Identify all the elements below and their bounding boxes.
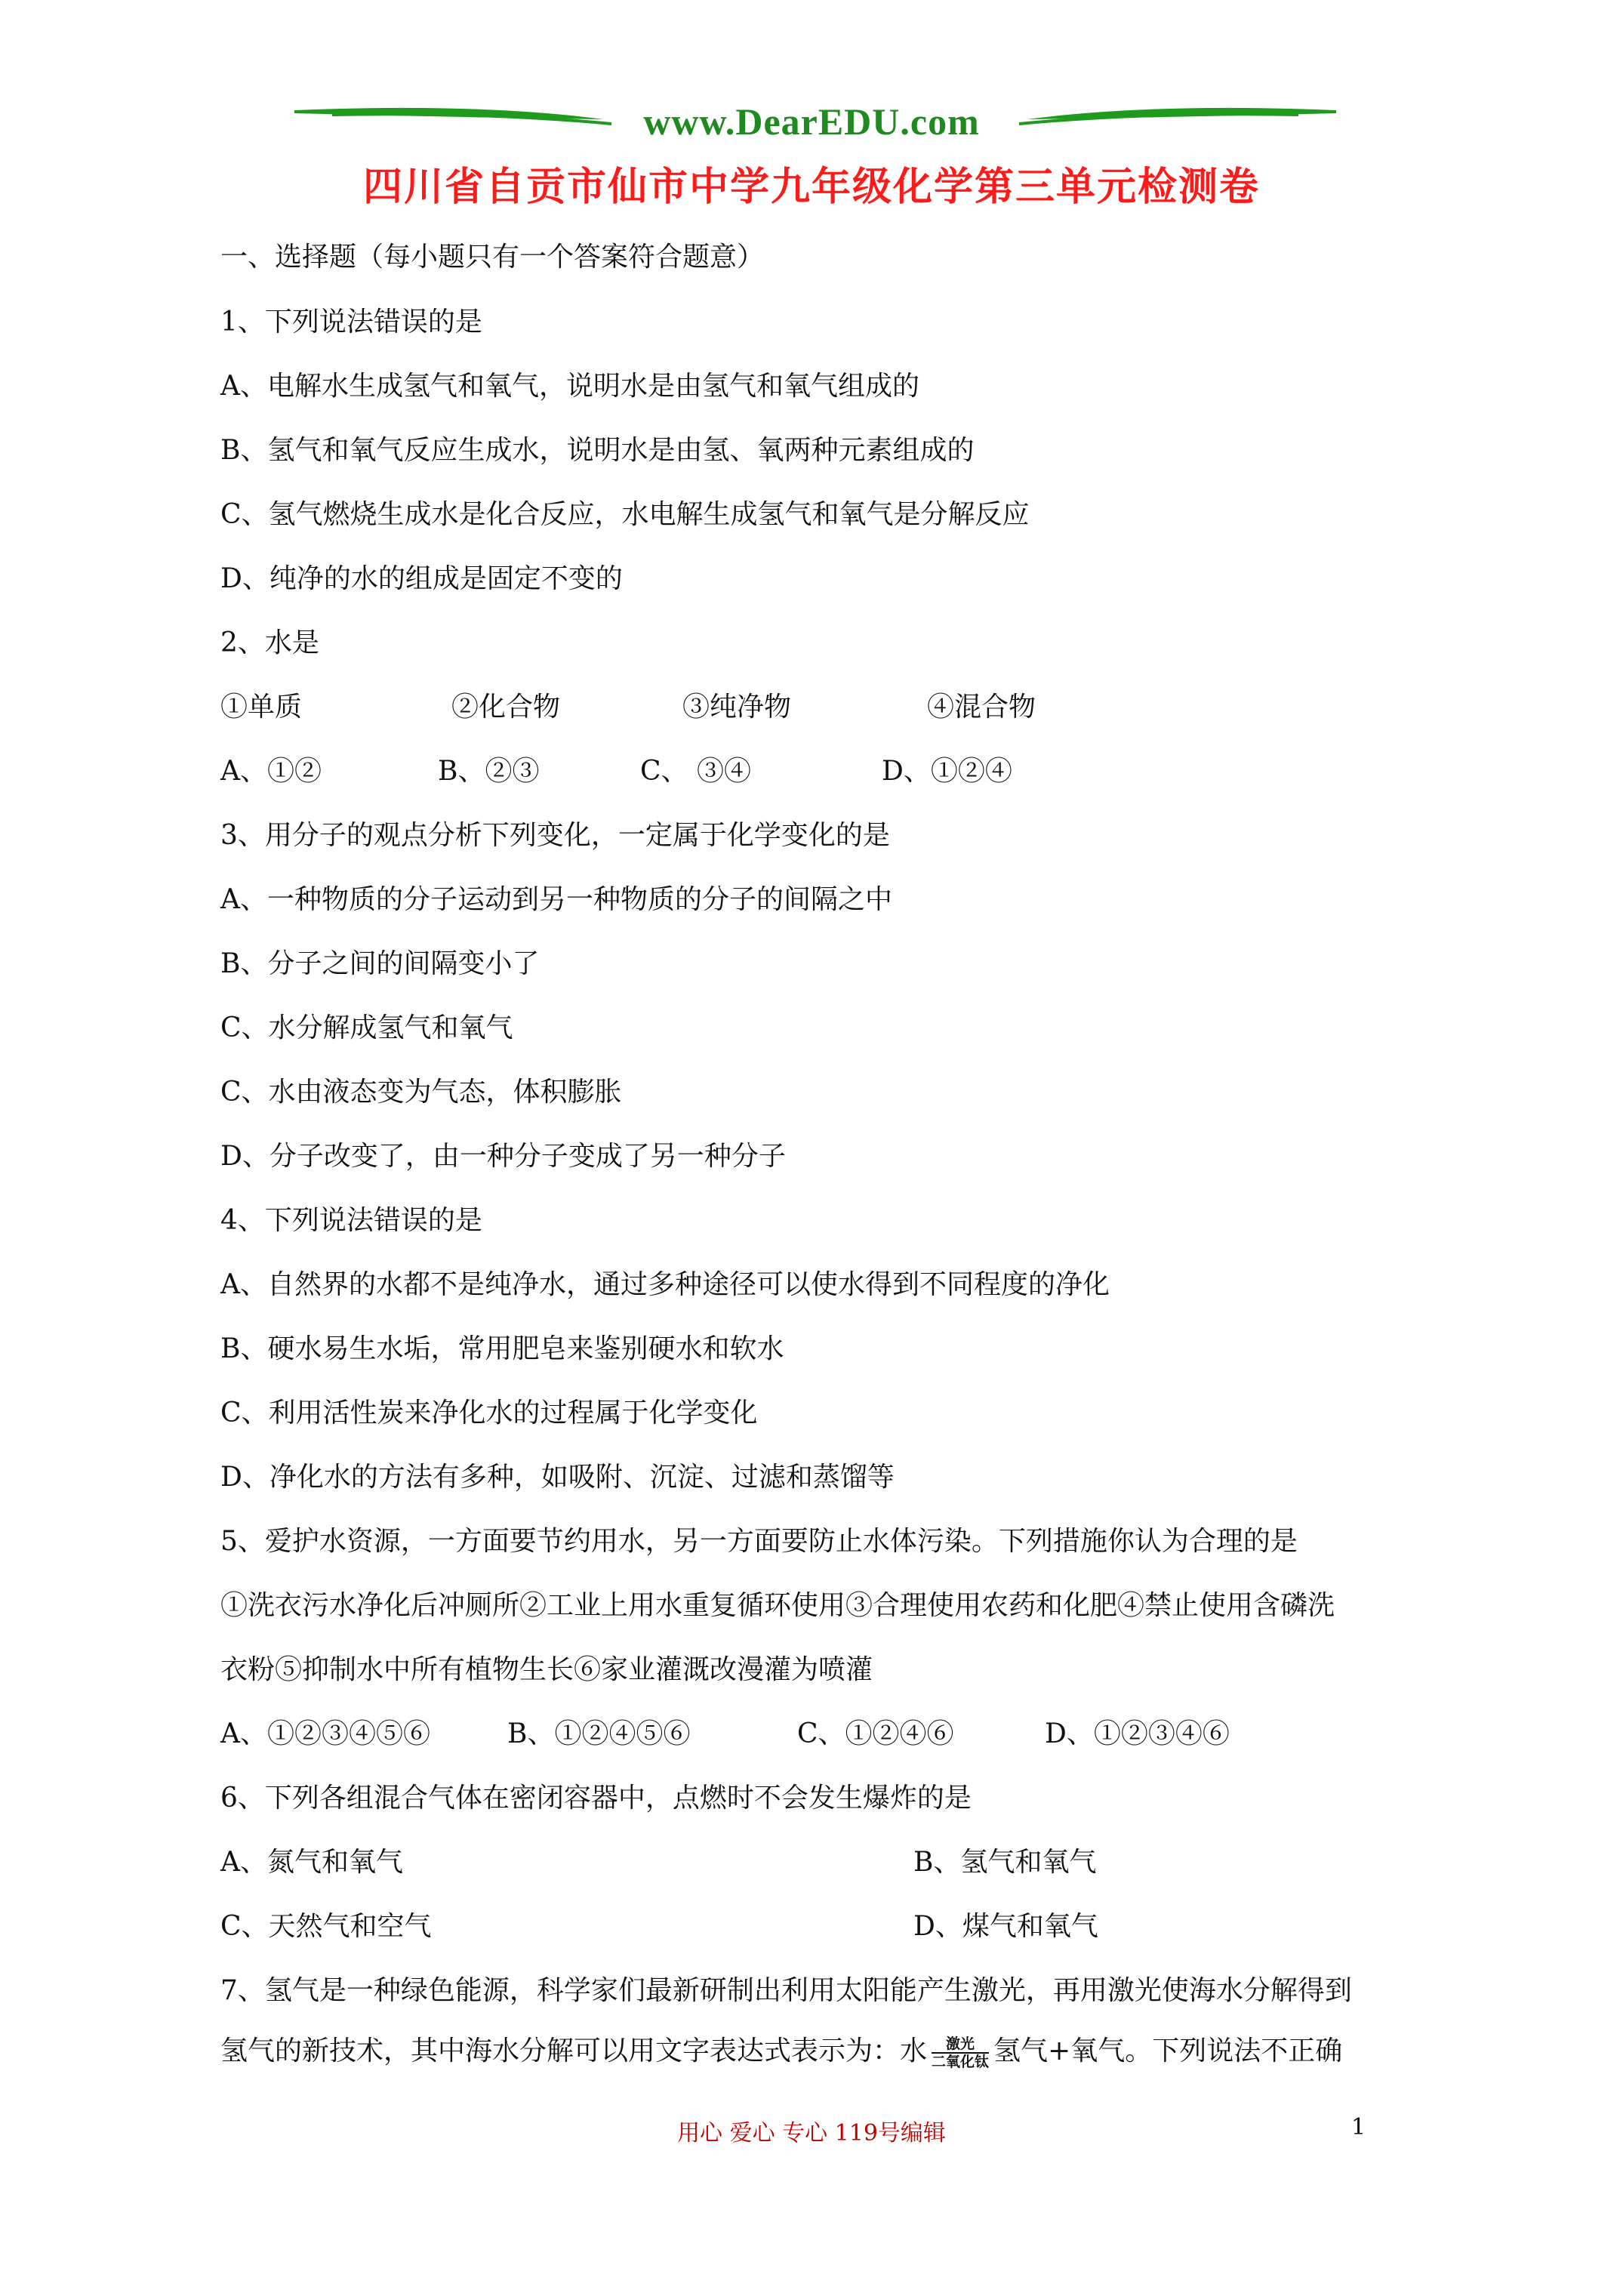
question-4-option-b: B、硬水易生水垢，常用肥皂来鉴别硬水和软水 (220, 1333, 784, 1364)
question-1-option-c: C、氢气燃烧生成水是化合反应，水电解生成氢气和氧气是分解反应 (220, 499, 1030, 530)
question-2-option-a: A、①② (220, 756, 322, 787)
question-5-option-a: A、①②③④⑤⑥ (220, 1718, 430, 1749)
question-7-text-after: 氢气+氧气。下列说法不正确 (993, 2036, 1343, 2066)
question-2-item: ①单质 (220, 692, 303, 723)
question-3-option-a: A、一种物质的分子运动到另一种物质的分子的间隔之中 (220, 884, 892, 915)
question-5-stem: 5、爱护水资源，一方面要节约用水，另一方面要防止水体污染。下列措施你认为合理的是 (220, 1526, 1298, 1557)
question-4-option-d: D、净化水的方法有多种，如吸附、沉淀、过滤和蒸馏等 (220, 1462, 895, 1493)
page-number: 1 (1351, 2114, 1366, 2140)
question-2-option-d: D、①②④ (882, 756, 1012, 787)
question-3-option-c2: C、水由液态变为气态，体积膨胀 (220, 1077, 622, 1108)
question-2-item: ③纯净物 (682, 692, 792, 723)
question-6-stem: 6、下列各组混合气体在密闭容器中，点燃时不会发生爆炸的是 (220, 1783, 972, 1814)
question-2-option-c: C、 ③④ (640, 756, 751, 787)
question-2-item: ④混合物 (927, 692, 1036, 723)
question-6-option-a: A、氮气和氧气 (220, 1847, 403, 1878)
question-2-item: ②化合物 (451, 692, 561, 723)
document-title: 四川省自贡市仙市中学九年级化学第三单元检测卷 (362, 164, 1260, 210)
question-4-option-c: C、利用活性炭来净化水的过程属于化学变化 (220, 1398, 758, 1428)
question-1-option-b: B、氢气和氧气反应生成水，说明水是由氢、氧两种元素组成的 (220, 435, 975, 466)
question-5-option-b: B、①②④⑤⑥ (507, 1718, 691, 1749)
question-1-stem: 1、下列说法错误的是 (220, 307, 482, 337)
reaction-condition (932, 2036, 989, 2070)
question-2-stem: 2、水是 (220, 627, 319, 658)
question-3-option-b: B、分子之间的间隔变小了 (220, 948, 540, 979)
question-1-option-a: A、电解水生成氢气和氧气，说明水是由氢气和氧气组成的 (220, 371, 919, 402)
reaction-condition-bottom: 二氧化钛 (932, 2054, 990, 2070)
question-3-stem: 3、用分子的观点分析下列变化，一定属于化学变化的是 (220, 820, 890, 851)
question-6-option-d: D、煤气和氧气 (913, 1911, 1098, 1942)
question-7-line2 (220, 2029, 1342, 2070)
question-7-text-before: 氢气的新技术，其中海水分解可以用文字表达式表示为：水 (220, 2036, 928, 2066)
question-1-option-d: D、纯净的水的组成是固定不变的 (220, 563, 623, 594)
site-logo-text: www.DearEDU.com (643, 100, 980, 143)
question-5-option-d: D、①②③④⑥ (1045, 1718, 1230, 1749)
question-3-option-c1: C、水分解成氢气和氧气 (220, 1012, 513, 1043)
question-4-stem: 4、下列说法错误的是 (220, 1205, 482, 1236)
question-6-option-c: C、天然气和空气 (220, 1911, 432, 1942)
question-7-line1: 7、氢气是一种绿色能源，科学家们最新研制出利用太阳能产生激光，再用激光使海水分解得到 (220, 1975, 1352, 2006)
reaction-condition-top: 激光 (932, 2036, 989, 2054)
question-5-measures-line2: 衣粉⑤抑制水中所有植物生长⑥家业灌溉改漫灌为喷灌 (220, 1654, 873, 1685)
question-5-option-c: C、①②④⑥ (797, 1718, 954, 1749)
question-5-measures-line1: ①洗衣污水净化后冲厕所②工业上用水重复循环使用③合理使用农药和化肥④禁止使用含磷洗 (220, 1590, 1335, 1621)
question-4-option-a: A、自然界的水都不是纯净水，通过多种途径可以使水得到不同程度的净化 (220, 1269, 1110, 1300)
section-heading: 一、选择题（每小题只有一个答案符合题意） (220, 242, 765, 273)
question-3-option-d: D、分子改变了，由一种分子变成了另一种分子 (220, 1141, 786, 1172)
question-2-option-b: B、②③ (438, 756, 540, 787)
page-footer: 用心 爱心 专心 119号编辑 (677, 2120, 946, 2147)
question-6-option-b: B、氢气和氧气 (913, 1847, 1097, 1878)
